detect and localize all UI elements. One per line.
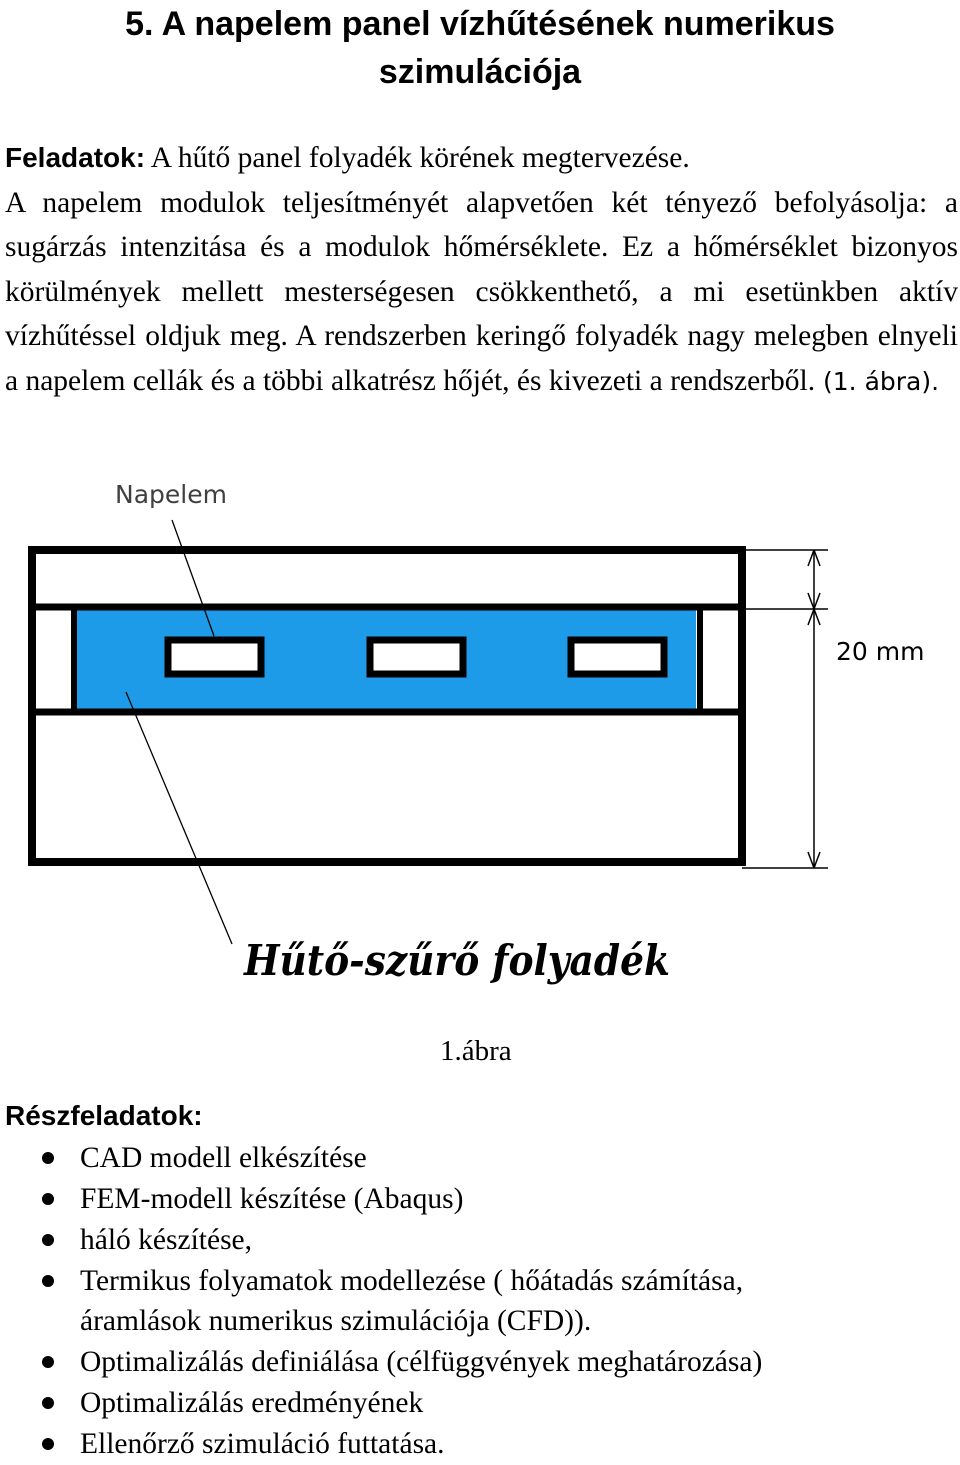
page-title-line-2: szimulációja xyxy=(378,53,582,91)
dimension-label: 20 mm xyxy=(836,637,925,666)
cooling-tube-1 xyxy=(168,640,261,674)
page-title xyxy=(0,0,960,96)
task-text: A hűtő panel folyadék körének megtervezése. xyxy=(145,142,690,174)
leader-line-folyadek xyxy=(126,692,232,944)
solar-panel-cooling-diagram xyxy=(0,470,960,1010)
list-item: FEM-modell készítése (Abaqus) xyxy=(0,1179,960,1219)
figure-reference: (1. ábra). xyxy=(815,366,940,396)
cooling-tube-2 xyxy=(370,640,463,674)
tasks-label: Feladatok: xyxy=(5,142,146,173)
list-item: háló készítése, xyxy=(0,1220,960,1260)
page-title-line-1: 5. A napelem panel vízhűtésének numerikus xyxy=(125,5,835,43)
figure-caption: 1.ábra xyxy=(440,1035,512,1067)
list-item: Optimalizálás eredményének xyxy=(0,1383,960,1423)
bullet-icon xyxy=(42,1193,54,1205)
bullet-icon xyxy=(42,1234,54,1246)
list-item: CAD modell elkészítése xyxy=(0,1138,960,1178)
bullet-icon xyxy=(42,1397,54,1409)
label-napelem: Napelem xyxy=(115,480,227,509)
cooling-tube-3 xyxy=(571,640,664,674)
bullet-icon xyxy=(42,1152,54,1164)
bullet-icon xyxy=(42,1356,54,1368)
bullet-icon xyxy=(42,1438,54,1450)
bullet-icon xyxy=(42,1275,54,1287)
subtasks-list xyxy=(0,1138,960,1465)
list-item: Optimalizálás definiálása (célfüggvények meghatározása) xyxy=(0,1342,960,1382)
intro-paragraph xyxy=(5,136,958,405)
subtasks-title: Részfeladatok: xyxy=(5,1100,203,1131)
list-item: Ellenőrző szimuláció futtatása. xyxy=(0,1424,960,1464)
label-cooling-fluid: Hűtő-szűrő folyadék xyxy=(243,936,670,985)
intro-body: A napelem modulok teljesítményét alapvetően két tényező befolyásolja: a sugárzás intenzitása és a modulok hőmérséklete. Ez a hőmérséklet bizonyos körülmények mellett mesterségesen csökkenthető, a mi esetünkben aktív vízhűtéssel oldjuk meg. A rendszerben keringő folyadék nagy melegben elnyeli a napelem cellák és a többi alkatrész hőjét, és kivezeti a rendszerből. xyxy=(5,186,958,397)
list-item: Termikus folyamatok modellezése ( hőátadás számítása, áramlások numerikus szimulációja (CFD)). xyxy=(0,1261,960,1341)
